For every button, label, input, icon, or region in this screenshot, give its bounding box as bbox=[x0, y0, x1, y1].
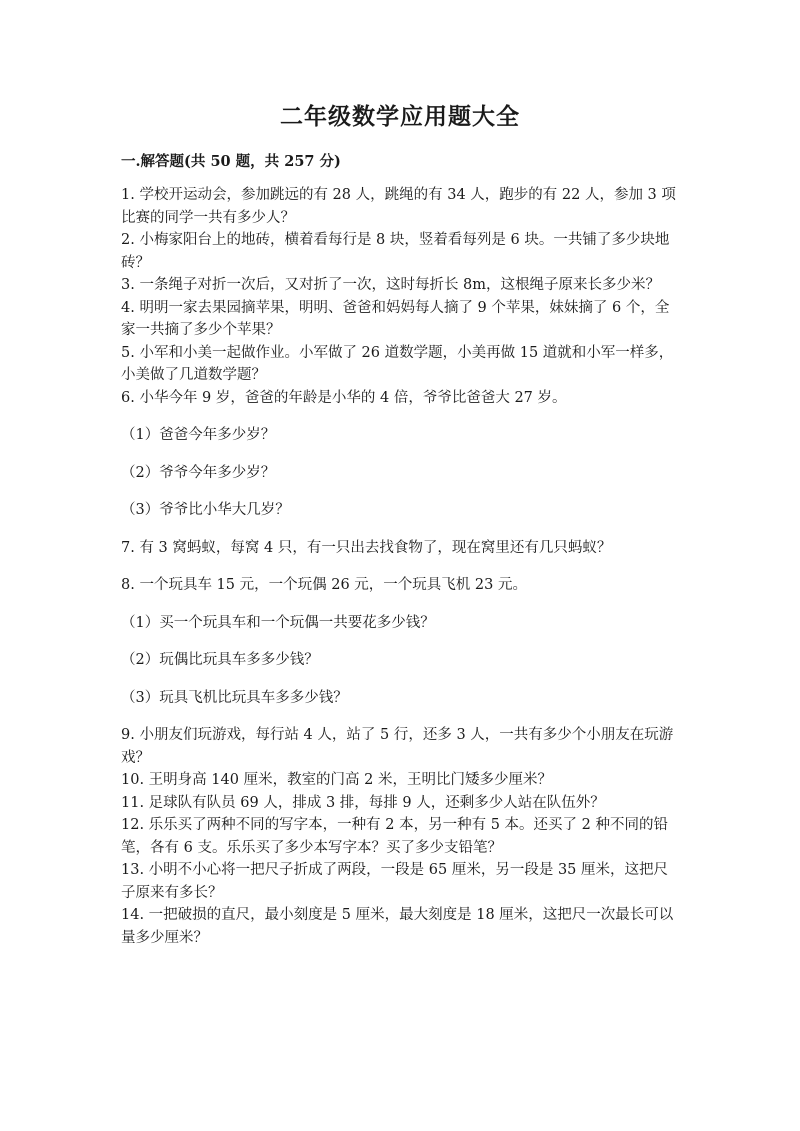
question-1: 1. 学校开运动会，参加跳远的有 28 人，跳绳的有 34 人，跑步的有 22 人，参加 3 项比赛的同学一共有多少人？ bbox=[121, 187, 676, 226]
question-list bbox=[121, 184, 681, 949]
question-5: 5. 小军和小美一起做作业。小军做了 26 道数学题，小美再做 15 道就和小军一样多，小美做了几道数学题？ bbox=[121, 344, 674, 383]
question-10: 10. 王明身高 140 厘米，教室的门高 2 米，王明比门矮多少厘米？ bbox=[121, 772, 553, 788]
question-8-sub-1: （1）买一个玩具车和一个玩偶一共要花多少钱？ bbox=[121, 614, 435, 631]
question-11: 11. 足球队有队员 69 人，排成 3 排，每排 9 人，还剩多少人站在队伍外？ bbox=[121, 794, 605, 811]
question-12: 12. 乐乐买了两种不同的写字本，一种有 2 本，另一种有 5 本。还买了 2 种不同的铅笔，各有 6 支。乐乐买了多少本写字本？买了多少支铅笔？ bbox=[121, 817, 668, 856]
question-3: 3. 一条绳子对折一次后，又对折了一次，这时每折长 8m，这根绳子原来长多少米？ bbox=[121, 277, 661, 293]
question-8-sub-2: （2）玩偶比玩具车多多少钱？ bbox=[121, 652, 319, 668]
question-2: 2. 小梅家阳台上的地砖，横着看每行是 8 块，竖着看每列是 6 块。一共铺了多少块地砖？ bbox=[121, 232, 670, 271]
question-9: 9. 小朋友们玩游戏，每行站 4 人，站了 5 行，还多 3 人，一共有多少个小朋友在玩游戏？ bbox=[121, 727, 674, 766]
question-8-sub-3: （3）玩具飞机比玩具车多多少钱？ bbox=[121, 689, 348, 706]
question-6-sub-1: （1）爸爸今年多少岁？ bbox=[121, 427, 276, 443]
page-title: 二年级数学应用题大全 bbox=[280, 103, 520, 130]
question-14: 14. 一把破损的直尺，最小刻度是 5 厘米，最大刻度是 18 厘米，这把尺一次最长可以量多少厘米？ bbox=[121, 907, 674, 946]
question-7: 7. 有 3 窝蚂蚁，每窝 4 只，有一只出去找食物了，现在窝里还有几只蚂蚁？ bbox=[121, 539, 612, 556]
question-6: 6. 小华今年 9 岁，爸爸的年龄是小华的 4 倍，爷爷比爸爸大 27 岁。 bbox=[121, 389, 567, 406]
question-4: 4. 明明一家去果园摘苹果，明明、爸爸和妈妈每人摘了 9 个苹果，妹妹摘了 6 个，全家一共摘了多少个苹果？ bbox=[121, 299, 670, 338]
question-8: 8. 一个玩具车 15 元，一个玩偶 26 元，一个玩具飞机 23 元。 bbox=[121, 577, 527, 593]
question-13: 13. 小明不小心将一把尺子折成了两段，一段是 65 厘米，另一段是 35 厘米，这把尺子原来有多长？ bbox=[121, 862, 669, 901]
section-heading: 一.解答题(共 50 题，共 257 分) bbox=[121, 153, 341, 170]
question-6-sub-2: （2）爷爷今年多少岁？ bbox=[121, 464, 276, 481]
question-6-sub-3: （3）爷爷比小华大几岁？ bbox=[121, 502, 290, 518]
